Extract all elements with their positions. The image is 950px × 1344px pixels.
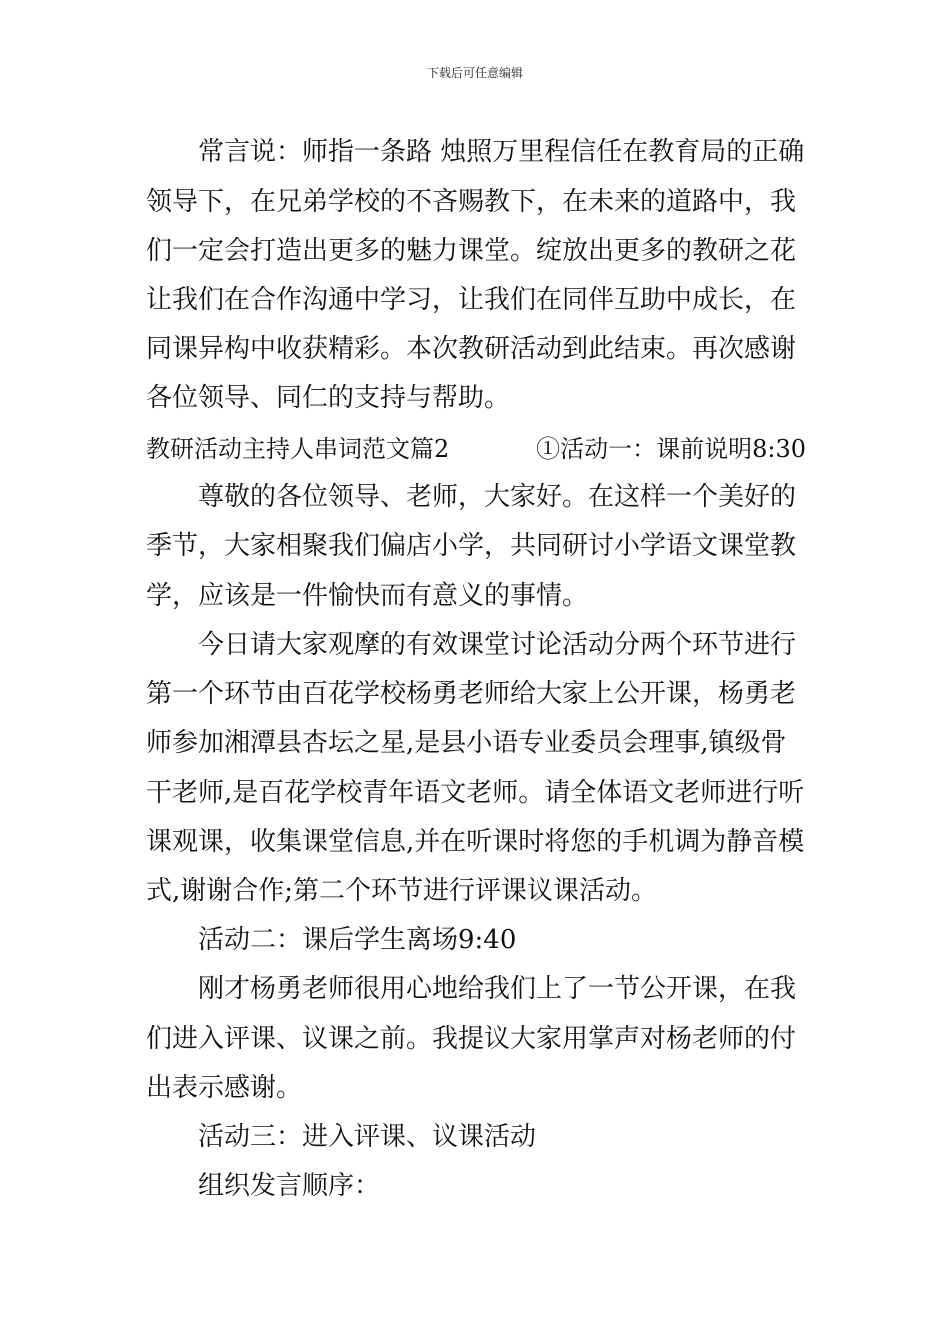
paragraph-line: 让我们在合作沟通中学习，让我们在同伴互助中成长，在 <box>146 285 797 315</box>
section-title-row <box>146 434 806 464</box>
paragraph-line: 师参加湘潭县杏坛之星,是县小语专业委员会理事,镇级骨 <box>146 728 787 758</box>
activity-two-heading: 活动二：课后学生离场9:40 <box>198 925 517 955</box>
paragraph-line: 今日请大家观摩的有效课堂讨论活动分两个环节进行 <box>198 630 797 660</box>
paragraph-line: 各位领导、同仁的支持与帮助。 <box>146 383 511 413</box>
paragraph-line: 学，应该是一件愉快而有意义的事情。 <box>146 581 589 611</box>
paragraph-line: 刚才杨勇老师很用心地给我们上了一节公开课，在我 <box>198 974 797 1004</box>
paragraph-line: 干老师,是百花学校青年语文老师。请全体语文老师进行听 <box>146 778 805 808</box>
paragraph-line: 同课异构中收获精彩。本次教研活动到此结束。再次感谢 <box>146 334 797 364</box>
activity-one-heading: ①活动一：课前说明8:30 <box>536 435 806 463</box>
paragraph-line: 领导下，在兄弟学校的不吝赐教下，在未来的道路中，我 <box>146 187 797 217</box>
paragraph-line: 季节，大家相聚我们偏店小学，共同研讨小学语文课堂教 <box>146 531 797 561</box>
paragraph-line: 尊敬的各位领导、老师，大家好。在这样一个美好的 <box>198 482 797 512</box>
paragraph-line: 式,谢谢合作;第二个环节进行评课议课活动。 <box>146 876 658 906</box>
activity-three-heading: 活动三：进入评课、议课活动 <box>198 1122 537 1152</box>
section-title: 教研活动主持人串词范文篇2 <box>146 435 450 463</box>
paragraph-line: 课观课，收集课堂信息,并在听课时将您的手机调为静音模 <box>146 827 805 857</box>
paragraph-line: 常言说：师指一条路 烛照万里程信任在教育局的正确 <box>198 137 805 167</box>
paragraph-line: 出表示感谢。 <box>146 1073 303 1103</box>
paragraph-line: 们一定会打造出更多的魅力课堂。绽放出更多的教研之花 <box>146 236 797 266</box>
page-header: 下载后可任意编辑 <box>426 66 523 80</box>
paragraph-line: 们进入评课、议课之前。我提议大家用掌声对杨老师的付 <box>146 1024 797 1054</box>
speaking-order-label: 组织发言顺序： <box>198 1171 381 1201</box>
paragraph-line: 第一个环节由百花学校杨勇老师给大家上公开课，杨勇老 <box>146 679 797 709</box>
